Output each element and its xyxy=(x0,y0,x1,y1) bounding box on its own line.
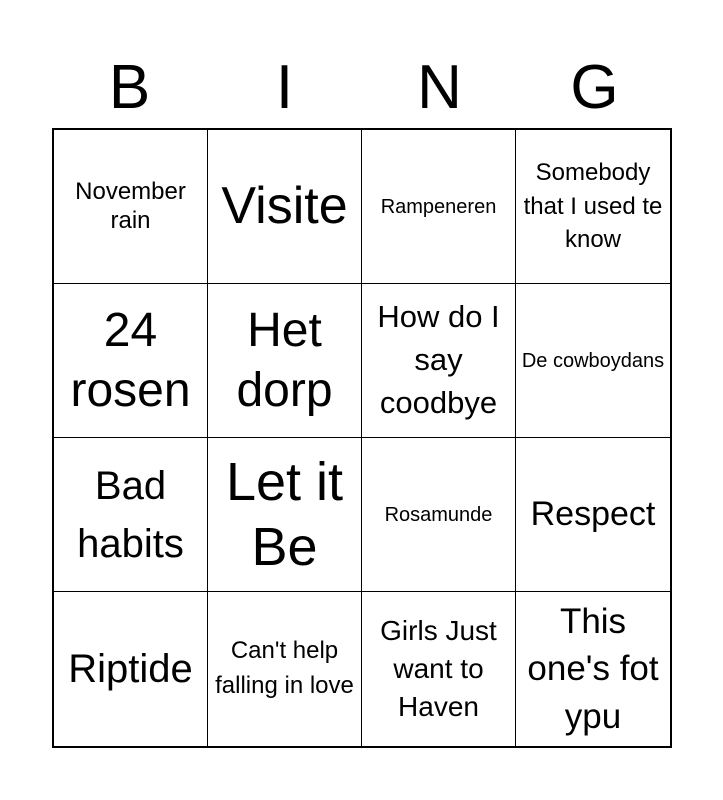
cell-label: This one's fot ypu xyxy=(527,602,659,736)
cell-label: Visite xyxy=(221,177,348,235)
bingo-cell-r2-c2[interactable] xyxy=(208,284,362,438)
bingo-cell-r4-c4[interactable] xyxy=(516,592,670,746)
cell-label: Can't help falling in love xyxy=(215,637,354,699)
bingo-cell-r4-c2[interactable] xyxy=(208,592,362,746)
bingo-cell-r2-c1[interactable] xyxy=(54,284,208,438)
cell-label: Rosamunde xyxy=(384,503,493,526)
bingo-cell-r3-c3[interactable] xyxy=(362,438,516,592)
bingo-cell-r2-c3[interactable] xyxy=(362,284,516,438)
bingo-cell-r3-c2[interactable] xyxy=(208,438,362,592)
header-letter-n: N xyxy=(417,53,462,122)
bingo-cell-r1-c3[interactable] xyxy=(362,130,516,284)
cell-label: Rampeneren xyxy=(380,195,497,218)
bingo-cell-r3-c1[interactable] xyxy=(54,438,208,592)
cell-label: Respect xyxy=(530,495,656,534)
cell-label: How do I say coodbye xyxy=(377,299,500,420)
cell-label: Bad habits xyxy=(77,463,184,566)
bingo-header xyxy=(52,50,672,126)
bingo-cell-r1-c1[interactable] xyxy=(54,130,208,284)
header-letter-b: B xyxy=(108,53,151,122)
bingo-cell-r3-c4[interactable] xyxy=(516,438,670,592)
bingo-grid xyxy=(52,128,672,748)
cell-label: Somebody that I used te know xyxy=(523,159,663,254)
bingo-cell-r1-c4[interactable] xyxy=(516,130,670,284)
cell-label: 24 rosen xyxy=(70,303,191,417)
cell-label: Let it Be xyxy=(225,451,344,577)
bingo-cell-r4-c1[interactable] xyxy=(54,592,208,746)
header-letter-g: G xyxy=(570,53,619,122)
cell-label: Het dorp xyxy=(236,303,333,417)
cell-label: De cowboydans xyxy=(521,349,665,372)
header-letter-i: I xyxy=(275,53,294,122)
bingo-cell-r1-c2[interactable] xyxy=(208,130,362,284)
cell-label: Riptide xyxy=(68,647,193,691)
cell-label: November rain xyxy=(75,177,186,234)
bingo-cell-r2-c4[interactable] xyxy=(516,284,670,438)
cell-label: Girls Just want to Haven xyxy=(380,615,497,722)
bingo-cell-r4-c3[interactable] xyxy=(362,592,516,746)
